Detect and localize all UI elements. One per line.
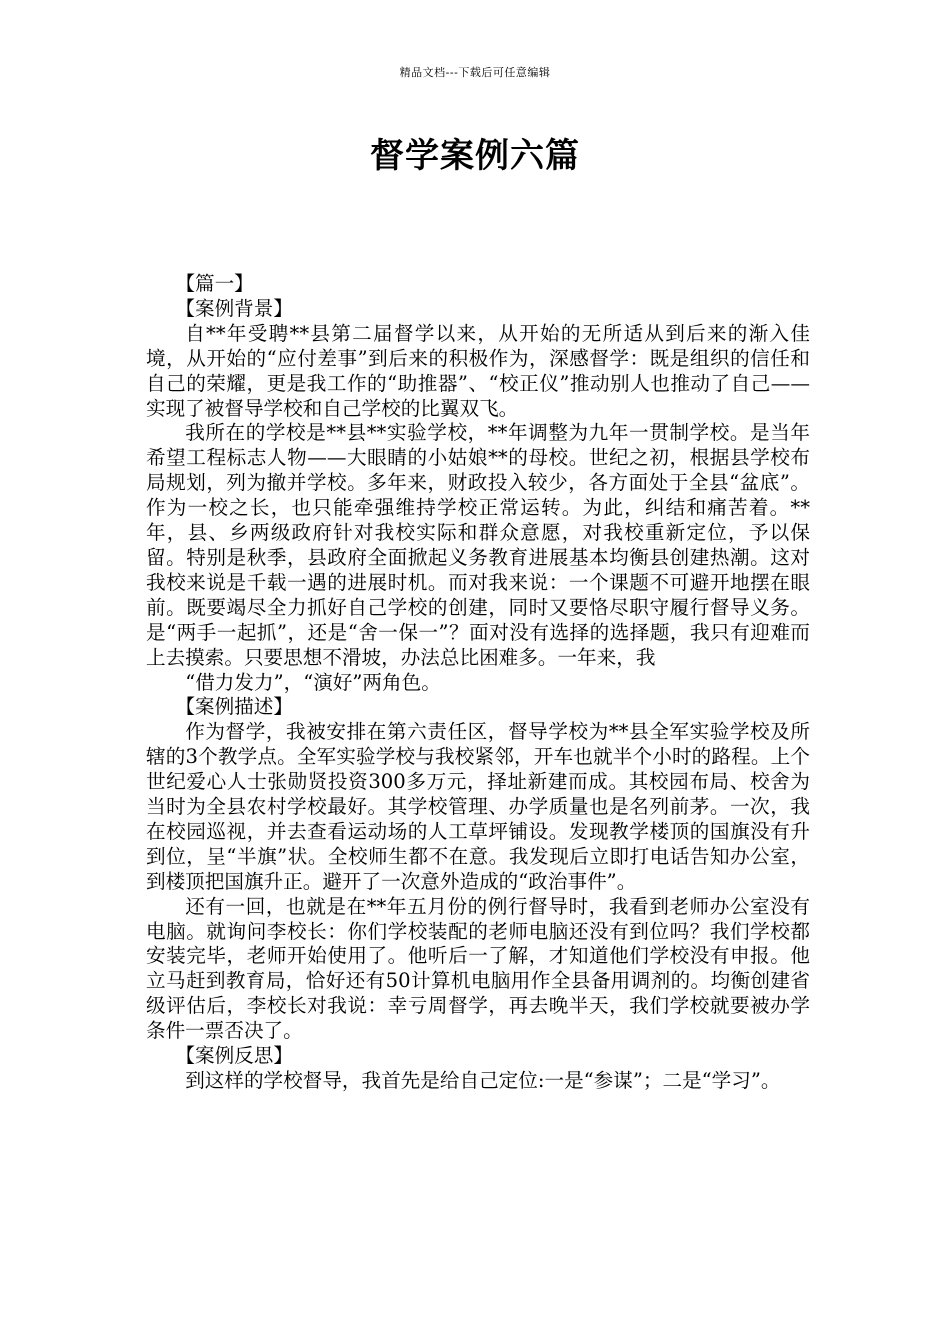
section-heading-reflection: 【案例反思】 xyxy=(175,1044,293,1068)
paragraph-description-2: 还有一回，也就是在**年五月份的例行督导时，我看到老师办公室没有电脑。就询问李校长：你们学校装配的老师电脑还没有到位吗？我们学校都安装完毕，老师开始使用了。他听后一了解，才知道他们学校没有申报。他立马赶到教育局，恰好还有50计算机电脑用作全县备用调剂的。均衡创建省级评估后，李校长对我说：幸亏周督学，再去晚半天，我们学校就要被办学条件一票否决了。 xyxy=(146,894,810,1043)
section-heading-background: 【案例背景】 xyxy=(175,296,293,320)
section-heading-part-one: 【篇一】 xyxy=(175,272,254,295)
section-heading-description: 【案例描述】 xyxy=(175,695,293,719)
document-title: 督学案例六篇 xyxy=(370,136,580,176)
paragraph-description-1: 作为督学，我被安排在第六责任区，督导学校为**县全军实验学校及所辖的3个教学点。全军实验学校与我校紧邻，开车也就半个小时的路程。上个世纪爱心人士张勋贤投资300多万元，择址新建而成。其校园布局、校舍为当时为全县农村学校最好。其学校管理、办学质量也是名列前茅。一次，我在校园巡视，并去查看运动场的人工草坪铺设。发现教学楼顶的国旗没有升到位，呈“半旗”状。全校师生都不在意。我发现后立即打电话告知办公室，到楼顶把国旗升正。避开了一次意外造成的“政治事件”。 xyxy=(146,720,810,893)
document-body xyxy=(146,272,810,1094)
paragraph-background-2: 我所在的学校是**县**实验学校，**年调整为九年一贯制学校。是当年希望工程标志人物——大眼睛的小姑娘**的母校。世纪之初，根据县学校布局规划，列为撤并学校。多年来，财政投入较少，各方面处于全县“盆底”。作为一校之长，也只能牵强维持学校正常运转。为此，纠结和痛苦着。**年，县、乡两级政府针对我校实际和群众意愿，对我校重新定位，予以保留。特别是秋季，县政府全面掀起义务教育进展基本均衡县创建热潮。这对我校来说是千载一遇的进展时机。而对我来说：一个课题不可避开地摆在眼前。既要竭尽全力抓好自己学校的创建，同时又要恪尽职守履行督导义务。是“两手一起抓”，还是“舍一保一”？面对没有选择的选择题，我只有迎难而上去摸索。只要思想不滑坡，办法总比困难多。一年来，我 xyxy=(146,421,810,669)
paragraph-background-3: “借力发力”，“演好”两角色。 xyxy=(185,670,441,694)
header-note: 精品文档---下载后可任意编辑 xyxy=(399,66,551,79)
paragraph-reflection-1: 到这样的学校督导，我首先是给自己定位:一是“参谋”；二是“学习”。 xyxy=(185,1069,781,1092)
paragraph-background-1: 自**年受聘**县第二届督学以来，从开始的无所适从到后来的渐入佳境，从开始的“应付差事”到后来的积极作为，深感督学：既是组织的信任和自己的荣耀，更是我工作的“助推器”、“校正仪”推动别人也推动了自己——实现了被督导学校和自己学校的比翼双飞。 xyxy=(146,321,810,420)
